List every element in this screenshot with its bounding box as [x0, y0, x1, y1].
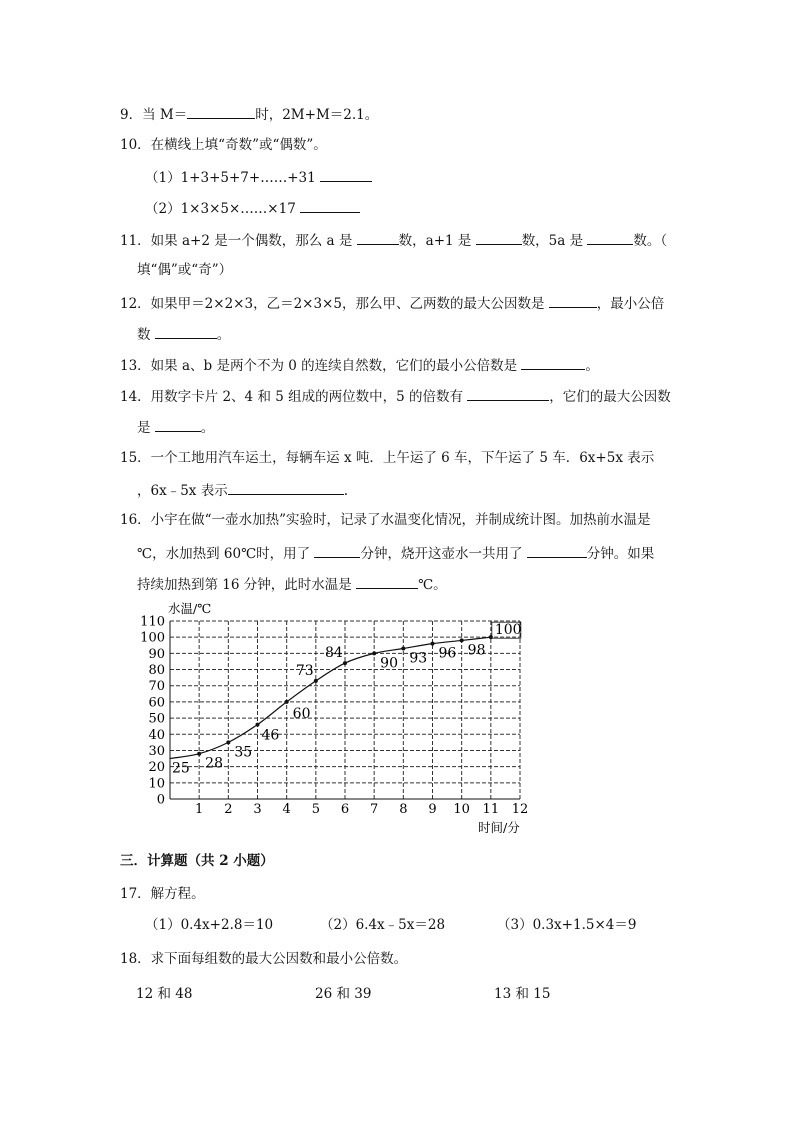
- y-tick-label: 80: [148, 663, 165, 679]
- q10-part-2: [145, 198, 360, 218]
- data-label: 60: [292, 705, 311, 722]
- q14-blank-2[interactable]: [155, 417, 201, 432]
- x-tick-label: 8: [399, 802, 408, 817]
- data-label: 46: [261, 727, 280, 744]
- q11-line-2: 填“偶”或“奇”）: [137, 262, 233, 278]
- y-tick-label: 70: [148, 679, 165, 695]
- data-label: 25: [172, 760, 190, 777]
- data-label: 90: [380, 655, 398, 672]
- q15-line-2: [137, 480, 348, 500]
- question-16: 16．小宇在做“一壶水加热”实验时，记录了水温变化情况，并制成统计图。加热前水温是: [120, 512, 651, 528]
- q15-text-a: ，6x﹣5x 表示: [137, 483, 228, 499]
- x-tick-label: 12: [511, 802, 529, 817]
- y-tick-label: 40: [148, 727, 165, 743]
- q12-blank-lcm[interactable]: [155, 324, 217, 339]
- q13-text-b: 。: [585, 358, 599, 374]
- question-18: 18．求下面每组数的最大公因数和最小公倍数。: [120, 951, 408, 967]
- x-tick-label: 2: [224, 802, 233, 817]
- x-tick-label: 3: [253, 802, 262, 817]
- data-point: [343, 661, 347, 665]
- question-9: [120, 104, 378, 124]
- question-12: [120, 293, 664, 313]
- q18-group-1: 12 和 48: [136, 986, 193, 1002]
- q11-blank-2[interactable]: [476, 230, 522, 245]
- q11-text-b: 数，a+1 是: [398, 233, 472, 249]
- q16-blank-2[interactable]: [527, 543, 587, 558]
- q16-text-b: 分钟，烧开这壶水一共用了: [360, 546, 523, 562]
- y-tick-label: 90: [148, 646, 165, 662]
- q12-text-a: 12．如果甲＝2×2×3，乙＝2×3×5，那么甲、乙两数的最大公因数是: [120, 296, 545, 312]
- data-label: 35: [234, 744, 253, 761]
- x-tick-label: 9: [428, 802, 437, 817]
- data-label: 100: [494, 622, 522, 639]
- data-point: [372, 651, 376, 655]
- q9-text-a: 9．当 M＝: [120, 107, 188, 123]
- question-11: [120, 230, 667, 250]
- data-point: [431, 642, 435, 646]
- data-point: [314, 679, 318, 683]
- q14-text-d: 。: [200, 420, 215, 436]
- q15-text-b: .: [343, 483, 348, 499]
- q16-line-3: [137, 574, 447, 594]
- q14-text-b: ，它们的最大公因数: [549, 389, 671, 405]
- q14-text-c: 是: [137, 420, 151, 436]
- y-tick-label: 20: [148, 760, 165, 776]
- data-point: [197, 752, 201, 756]
- water-temperature-chart: [130, 598, 550, 848]
- x-tick-label: 5: [311, 802, 320, 817]
- data-label: 28: [205, 755, 223, 772]
- x-axis-label: 时间/分: [478, 820, 520, 835]
- x-tick-label: 6: [340, 802, 350, 817]
- data-label: 73: [295, 662, 314, 679]
- data-point: [460, 638, 464, 642]
- question-10: 10．在横线上填“奇数”或“偶数”。: [120, 137, 327, 153]
- q10-p2-text: （2）1×3×5×……×17: [145, 201, 296, 217]
- q12-blank-gcd[interactable]: [549, 293, 597, 308]
- x-tick-label: 1: [195, 802, 204, 817]
- q18-group-2: 26 和 39: [315, 986, 372, 1002]
- question-13: [120, 355, 599, 375]
- q16-text-d: 持续加热到第 16 分钟，此时水温是: [137, 577, 352, 593]
- y-tick-label: 10: [148, 776, 165, 792]
- data-point: [226, 740, 230, 744]
- q14-blank-1[interactable]: [467, 386, 549, 401]
- q16-text-e: ℃。: [418, 577, 447, 593]
- y-tick-label: 0: [156, 792, 165, 808]
- x-tick-label: 10: [453, 802, 470, 817]
- x-tick-label: 7: [370, 802, 379, 817]
- data-label: 96: [438, 645, 457, 662]
- x-tick-label: 4: [282, 802, 291, 817]
- q17-part-2: （2）6.4x﹣5x＝28: [320, 917, 446, 933]
- q18-group-3: 13 和 15: [494, 986, 551, 1002]
- section-3-title: 三．计算题（共 2 小题）: [120, 853, 274, 869]
- q12-line-2: [137, 324, 230, 344]
- q11-text-d: 数。（: [633, 233, 668, 249]
- q16-text-c: 分钟。如果: [586, 546, 655, 562]
- q11-blank-3[interactable]: [587, 230, 633, 245]
- data-point: [401, 647, 405, 651]
- data-point: [256, 723, 260, 727]
- q12-text-b: ，最小公倍: [596, 296, 665, 312]
- question-17: 17．解方程。: [120, 886, 205, 902]
- data-point: [285, 700, 289, 704]
- q11-text-a: 11．如果 a+2 是一个偶数，那么 a 是: [120, 233, 353, 249]
- y-tick-label: 110: [140, 614, 165, 630]
- question-14: [120, 386, 671, 406]
- q17-part-3: （3）0.3x+1.5×4＝9: [497, 917, 637, 933]
- q16-line-2: [137, 543, 654, 563]
- question-15: 15．一个工地用汽车运土，每辆车运 x 吨．上午运了 6 车，下午运了 5 车．6x+5x 表示: [120, 450, 655, 466]
- q11-blank-1[interactable]: [357, 230, 399, 245]
- q16-text-a: ℃，水加热到 60℃时，用了: [137, 546, 311, 562]
- data-label: 93: [409, 650, 428, 667]
- q11-text-c: 数，5a 是: [521, 233, 584, 249]
- q10-p1-text: （1）1+3+5+7+……+31: [145, 170, 316, 186]
- x-tick-label: 11: [482, 802, 500, 817]
- q16-blank-1[interactable]: [314, 543, 360, 558]
- q14-line-2: [137, 417, 214, 437]
- y-axis-label: 水温/℃: [168, 601, 212, 616]
- y-tick-label: 100: [140, 630, 165, 646]
- data-label: 84: [325, 645, 343, 662]
- q10-part-1: [145, 167, 372, 187]
- y-tick-label: 30: [148, 743, 165, 759]
- y-tick-label: 50: [148, 711, 165, 727]
- q15-blank[interactable]: [228, 480, 344, 495]
- q10-p1-blank[interactable]: [320, 167, 372, 182]
- y-tick-label: 60: [148, 695, 165, 711]
- q9-text-b: 时，2M+M＝2.1。: [255, 107, 379, 123]
- q17-part-1: （1）0.4x+2.8＝10: [145, 917, 274, 933]
- q13-blank[interactable]: [521, 355, 585, 370]
- q9-answer-blank[interactable]: [187, 104, 255, 119]
- q14-text-a: 14．用数字卡片 2、4 和 5 组成的两位数中，5 的倍数有: [120, 389, 463, 405]
- data-label: 98: [467, 642, 486, 659]
- q12-text-c: 数: [137, 327, 151, 343]
- q10-p2-blank[interactable]: [300, 198, 360, 213]
- q12-text-d: 。: [216, 327, 231, 343]
- q13-text-a: 13．如果 a、b 是两个不为 0 的连续自然数，它们的最小公倍数是: [120, 358, 518, 374]
- q16-blank-3[interactable]: [356, 574, 418, 589]
